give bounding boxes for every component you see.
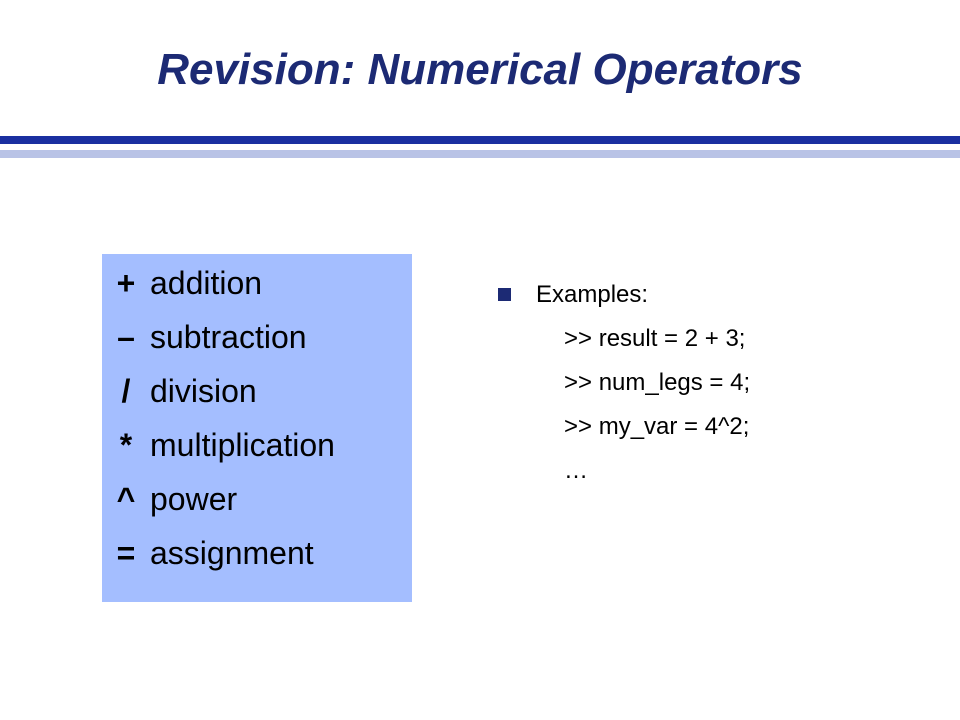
operator-name: division [150,373,257,409]
code-line: >> result = 2 + 3; [564,325,746,352]
operator-symbol: / [121,373,131,409]
operator-symbol: + [116,265,136,301]
operator-name: addition [150,265,263,301]
operator-symbol: ^ [116,481,136,517]
operator-name: multiplication [150,427,335,463]
code-line: … [564,457,588,484]
operator-row-multiplication [102,425,412,465]
title-rule-light [0,150,960,158]
operator-symbol: = [116,535,136,571]
code-line: >> my_var = 4^2; [564,413,750,440]
operator-name: subtraction [150,319,307,355]
square-bullet-icon [498,288,511,301]
title-rule-dark [0,136,960,144]
operator-symbol: – [117,319,135,355]
operator-row-subtraction [102,317,412,357]
operator-row-power [102,479,412,519]
operator-row-assignment [102,533,412,573]
operator-row-addition [102,263,412,303]
slide-title: Revision: Numerical Operators [157,45,803,94]
operator-name: power [150,481,238,517]
operator-row-division [102,371,412,411]
operators-box [102,254,412,602]
examples-heading: Examples: [536,281,649,308]
code-line: >> num_legs = 4; [564,369,751,396]
operator-symbol: * [119,427,133,463]
operator-name: assignment [150,535,314,571]
